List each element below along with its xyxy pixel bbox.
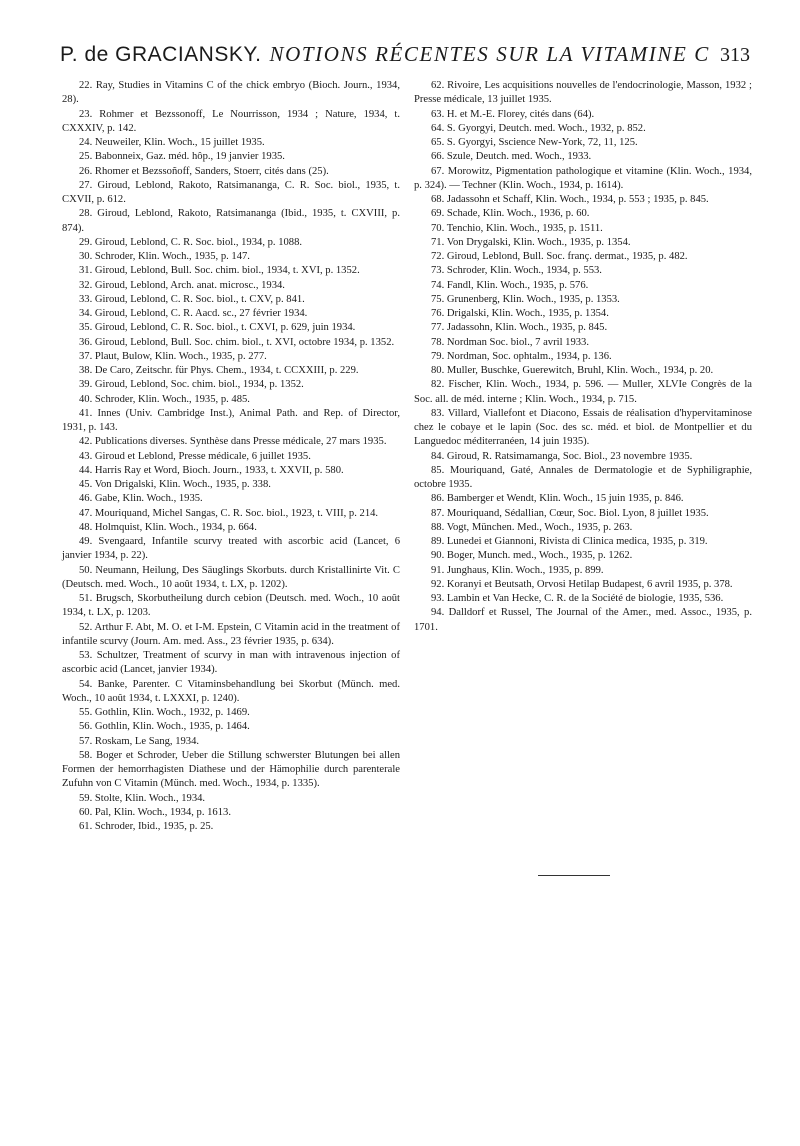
reference-entry: 63. H. et M.-E. Florey, cités dans (64). [431,108,595,120]
reference-entry: 28. Giroud, Leblond, Rakoto, Ratsimananga (Ibid., 1935, t. CXVIII, p. 874). [62,208,400,234]
reference-entry: 32. Giroud, Leblond, Arch. anat. microsc., 1934. [79,279,285,291]
reference-entry: 37. Plaut, Bulow, Klin. Woch., 1935, p. 277. [79,350,267,362]
reference-entry: 76. Drigalski, Klin. Woch., 1935, p. 1354. [431,308,609,319]
reference-entry: 75. Grunenberg, Klin. Woch., 1935, p. 1353. [431,293,620,305]
reference-entry: 42. Publications diverses. Synthèse dans Presse médicale, 27 mars 1935. [79,436,387,448]
reference-entry: 36. Giroud, Leblond, Bull. Soc. chim. biol., t. XVI, octobre 1934, p. 1352. [79,336,395,348]
reference-entry: 86. Bamberger et Wendt, Klin. Woch., 15 juin 1935, p. 846. [431,493,684,505]
reference-entry: 61. Schroder, Ibid., 1935, p. 25. [79,821,214,832]
reference-entry: 49. Svengaard, Infantile scurvy treated with ascorbic acid (Lancet, 6 janvier 1934, p. 22). [62,536,400,562]
reference-entry: 67. Morowitz, Pigmentation pathologique et vitamine (Klin. Woch., 1934, p. 324). — Techner (Klin. Woch., 1934, p. 1614). [414,165,752,191]
reference-entry: 56. Gothlin, Klin. Woch., 1935, p. 1464. [79,721,250,733]
reference-entry: 92. Koranyi et Beutsath, Orvosi Hetilap Budapest, 6 avril 1935, p. 378. [431,578,733,590]
reference-entry: 83. Villard, Viallefont et Diacono, Essais de réalisation d'hypervitaminose chez le cobaye et le lapin (Soc. des sc. méd. et biol. de Montpellier et du Languedoc méditerranéen, 14 juin 1935). [414,407,752,448]
references-right-column [414,79,752,635]
reference-entry: 25. Babonneix, Gaz. méd. hôp., 19 janvier 1935. [79,151,285,163]
reference-entry: 40. Schroder, Klin. Woch., 1935, p. 485. [79,393,250,405]
reference-entry: 59. Stolte, Klin. Woch., 1934. [79,792,206,804]
reference-entry: 27. Giroud, Leblond, Rakoto, Ratsimananga, C. R. Soc. biol., 1935, t. CXVII, p. 612. [62,179,400,205]
running-header [60,42,750,82]
reference-entry: 89. Lunedei et Giannoni, Rivista di Clinica medica, 1935, p. 319. [431,536,708,547]
reference-entry: 29. Giroud, Leblond, C. R. Soc. biol., 1934, p. 1088. [79,236,303,248]
reference-entry: 53. Schultzer, Treatment of scurvy in man with intravenous injection of ascorbic acid (Lancet, janvier 1934). [62,650,400,676]
reference-entry: 52. Arthur F. Abt, M. O. et I-M. Epstein, C Vitamin acid in the treatment of infantile scurvy (Journ. Am. med. Ass., 23 février 1935, p. 634). [62,621,400,647]
reference-entry: 82. Fischer, Klin. Woch., 1934, p. 596. — Muller, XLVIe Congrès de la Soc. all. de méd. interne ; Klin. Woch., 1934, p. 715. [414,379,752,405]
reference-entry: 80. Muller, Buschke, Guerewitch, Bruhl, Klin. Woch., 1934, p. 20. [431,365,714,376]
reference-entry: 46. Gabe, Klin. Woch., 1935. [79,493,203,505]
reference-entry: 73. Schroder, Klin. Woch., 1934, p. 553. [431,265,602,277]
reference-entry: 47. Mouriquand, Michel Sangas, C. R. Soc. biol., 1923, t. VIII, p. 214. [79,507,379,519]
reference-entry: 94. Dalldorf et Russel, The Journal of the Amer., med. Assoc., 1935, p. 1701. [414,607,752,633]
reference-entry: 50. Neumann, Heilung, Des Säuglings Skorbuts. durch Kristallinirte Vit. C (Deutsch. med. Woch., 10 août 1934, t. LX, p. 1202). [62,564,400,590]
references-left-column [62,79,400,834]
reference-entry: 48. Holmquist, Klin. Woch., 1934, p. 664. [79,521,257,533]
closing-rule [538,875,610,876]
reference-entry: 72. Giroud, Leblond, Bull. Soc. franç. dermat., 1935, p. 482. [431,251,688,262]
reference-entry: 57. Roskam, Le Sang, 1934. [79,735,200,747]
reference-entry: 44. Harris Ray et Word, Bioch. Journ., 1933, t. XXVII, p. 580. [79,464,344,476]
reference-entry: 77. Jadassohn, Klin. Woch., 1935, p. 845. [431,322,608,334]
reference-entry: 60. Pal, Klin. Woch., 1934, p. 1613. [79,806,231,818]
reference-entry: 54. Banke, Parenter. C Vitaminsbehandlung bei Skorbut (Münch. med. Woch., 10 août 1934, t. LXXXI, p. 1240). [62,678,400,704]
reference-entry: 88. Vogt, München. Med., Woch., 1935, p. 263. [431,521,633,533]
reference-entry: 64. S. Gyorgyi, Deutch. med. Woch., 1932, p. 852. [431,122,646,134]
reference-entry: 30. Schroder, Klin. Woch., 1935, p. 147. [79,251,250,262]
reference-entry: 41. Innes (Univ. Cambridge Inst.), Animal Path. and Rep. of Director, 1931, p. 143. [62,407,400,433]
reference-entry: 55. Gothlin, Klin. Woch., 1932, p. 1469. [79,707,250,718]
reference-entry: 62. Rivoire, Les acquisitions nouvelles de l'endocrinologie, Masson, 1932 ; Presse médicale, 13 juillet 1935. [414,80,752,106]
reference-entry: 79. Nordman, Soc. ophtalm., 1934, p. 136. [431,350,612,362]
header-title: NOTIONS RÉCENTES SUR LA VITAMINE C [269,42,710,66]
reference-entry: 22. Ray, Studies in Vitamins C of the chick embryo (Bioch. Journ., 1934, 28). [62,80,400,106]
reference-entry: 34. Giroud, Leblond, C. R. Aacd. sc., 27 février 1934. [79,308,308,319]
reference-entry: 93. Lambin et Van Hecke, C. R. de la Société de biologie, 1935, 536. [431,593,724,604]
reference-entry: 84. Giroud, R. Ratsimamanga, Soc. Biol., 23 novembre 1935. [431,450,693,462]
reference-entry: 23. Rohmer et Bezssonoff, Le Nourrisson, 1934 ; Nature, 1934, t. CXXXIV, p. 142. [62,108,400,134]
reference-entry: 70. Tenchio, Klin. Woch., 1935, p. 1511. [431,222,603,234]
reference-entry: 66. Szule, Deutch. med. Woch., 1933. [431,151,592,163]
reference-entry: 71. Von Drygalski, Klin. Woch., 1935, p. 1354. [431,236,631,248]
reference-entry: 24. Neuweiler, Klin. Woch., 15 juillet 1935. [79,137,265,148]
page-number: 313 [720,44,750,66]
reference-entry: 65. S. Gyorgyi, Sscience New-York, 72, 11, 125. [431,137,638,148]
reference-entry: 58. Boger et Schroder, Ueber die Stillung schwerster Blutungen bei allen Formen der hemorrhagisten Diathese und der Hämophilie durch parenterale Zufuhn von C Vitamin (Münch. med. Woch., 1934, p. 1335). [62,749,400,790]
reference-entry: 78. Nordman Soc. biol., 7 avril 1933. [431,336,590,348]
reference-entry: 68. Jadassohn et Schaff, Klin. Woch., 1934, p. 553 ; 1935, p. 845. [431,194,709,205]
reference-entry: 33. Giroud, Leblond, C. R. Soc. biol., t. CXV, p. 841. [79,293,305,305]
reference-entry: 35. Giroud, Leblond, C. R. Soc. biol., t. CXVI, p. 629, juin 1934. [79,322,356,334]
header-author: P. de GRACIANSKY. [60,43,262,66]
reference-entry: 87. Mouriquand, Sédallian, Cœur, Soc. Biol. Lyon, 8 juillet 1935. [431,507,709,519]
reference-entry: 91. Junghaus, Klin. Woch., 1935, p. 899. [431,564,604,576]
reference-entry: 38. De Caro, Zeitschr. für Phys. Chem., 1934, t. CCXXIII, p. 229. [79,365,359,376]
reference-entry: 26. Rhomer et Bezssoñoff, Sanders, Stoerr, cités dans (25). [79,165,329,177]
reference-entry: 90. Boger, Munch. med., Woch., 1935, p. 1262. [431,550,633,562]
reference-entry: 31. Giroud, Leblond, Bull. Soc. chim. biol., 1934, t. XVI, p. 1352. [79,265,360,277]
reference-entry: 74. Fandl, Klin. Woch., 1935, p. 576. [431,279,589,291]
reference-entry: 85. Mouriquand, Gaté, Annales de Dermatologie et de Syphiligraphie, octobre 1935. [414,464,752,490]
reference-entry: 39. Giroud, Leblond, Soc. chim. biol., 1934, p. 1352. [79,379,304,391]
reference-entry: 69. Schade, Klin. Woch., 1936, p. 60. [431,208,590,220]
reference-entry: 51. Brugsch, Skorbutheilung durch cebion (Deutsch. med. Woch., 10 août 1934, t. LX, p. 1203. [62,593,400,619]
reference-entry: 43. Giroud et Leblond, Presse médicale, 6 juillet 1935. [79,450,311,462]
reference-entry: 45. Von Drigalski, Klin. Woch., 1935, p. 338. [79,479,271,490]
